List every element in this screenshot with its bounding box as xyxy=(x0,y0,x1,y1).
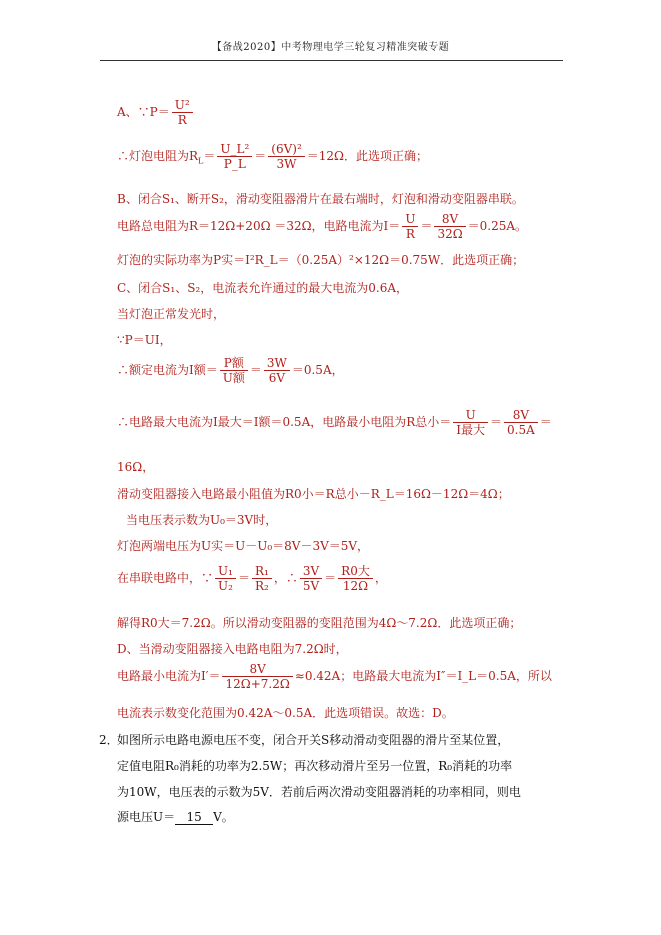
fraction: $\frac{\text{R₁}}{\text{R₂}}$ xyxy=(252,564,272,593)
solution-line-17: D、当滑动变阻器接入电路电阻为7.2Ω时， xyxy=(117,642,348,656)
solution-line-9: ∴额定电流为I额＝ $\frac{\text{P额}}{\text{U额}}$ ＝ $\frac{3W}{6V}$ ＝0.5A， xyxy=(117,356,344,385)
fraction: $\frac{8V}{32\Omega}$ xyxy=(434,212,465,241)
fraction: $\frac{3V}{5V}$ xyxy=(300,564,322,593)
fraction: $\frac{\text{U²}}{R}$ xyxy=(172,98,193,127)
solution-line-18: 电路最小电流为I′＝ $\frac{8V}{12\Omega+7.2\Omega}$ ≈0.42A；电路最大电流为I″＝I_L＝0.5A，所以 xyxy=(117,662,552,691)
fraction: $\frac{\text{U₁}}{\text{U₂}}$ xyxy=(215,564,236,593)
question-line-4: 源电压U＝ 15 V。 xyxy=(117,810,234,824)
solution-line-8: ∵P＝UI， xyxy=(117,333,172,347)
answer-blank: 15 xyxy=(175,810,213,825)
fraction: $\frac{3W}{6V}$ xyxy=(264,356,290,385)
solution-line-5: 灯泡的实际功率为P实＝I²R_L＝（0.25A）²×12Ω＝0.75W．此选项正确； xyxy=(117,253,525,267)
solution-line-3: B、闭合S₁、断开S₂，滑动变阻器滑片在最右端时，灯泡和滑动变阻器串联。 xyxy=(117,192,524,206)
solution-line-11: 16Ω， xyxy=(117,460,155,474)
question-number: 2． xyxy=(99,733,119,747)
fraction: $\frac{8V}{12\Omega+7.2\Omega}$ xyxy=(222,662,292,691)
fraction: $\frac{\text{U\_L²}}{P\_L}$ xyxy=(217,142,252,171)
question-line-1: 如图所示电路电源电压不变，闭合开关S移动滑动变阻器的滑片至某位置， xyxy=(117,733,510,747)
fraction: $\frac{\text{(6V)²}}{3W}$ xyxy=(268,142,304,171)
fraction: $\frac{8V}{0.5A}$ xyxy=(504,408,538,437)
solution-line-12: 滑动变阻器接入电路最小阻值为R0小＝R总小－R_L＝16Ω－12Ω＝4Ω； xyxy=(117,487,510,501)
header-rule xyxy=(100,60,563,61)
fraction: $\frac{U}{\text{I最大}}$ xyxy=(453,408,488,437)
solution-line-2: ∴灯泡电阻为$R_L=$ $\frac{\text{U\_L²}}{P\_L}$ ＝ $\frac{\text{(6V)²}}{3W}$ ＝12Ω．此选项正确； xyxy=(117,142,429,171)
solution-line-19: 电流表示数变化范围为0.42A～0.5A．此选项错误。故选：D。 xyxy=(117,706,454,720)
fraction: $\frac{\text{P额}}{\text{U额}}$ xyxy=(220,356,248,385)
solution-line-10: ∴电路最大电流为I最大＝I额＝0.5A，电路最小电阻为R总小＝ $\frac{U}{\text{I最大}}$ ＝ $\frac{8V}{0.5A}$ ＝ xyxy=(117,408,552,437)
question-line-3: 为10W，电压表的示数为5V．若前后两次滑动变阻器消耗的功率相同，则电 xyxy=(117,785,521,799)
solution-line-15: 在串联电路中，∵ $\frac{\text{U₁}}{\text{U₂}}$ ＝ $\frac{\text{R₁}}{\text{R₂}}$ ，∴ $\frac{3V}{5V}$ ＝ $\frac{\text{R0大}}{12\Omega}$ ， xyxy=(117,564,387,593)
solution-line-7: 当灯泡正常发光时， xyxy=(117,307,226,321)
page-header: 【备战2020】中考物理电学三轮复习精准突破专题 xyxy=(211,42,450,53)
fraction: $\frac{\text{R0大}}{12\Omega}$ xyxy=(338,564,373,593)
solution-line-1: A、∵P＝ $\frac{\text{U²}}{R}$ xyxy=(117,98,195,127)
question-line-2: 定值电阻R₀消耗的功率为2.5W；再次移动滑片至另一位置，R₀消耗的功率 xyxy=(117,759,513,773)
solution-line-16: 解得R0大＝7.2Ω。所以滑动变阻器的变阻范围为4Ω～7.2Ω．此选项正确； xyxy=(117,616,522,630)
solution-line-13: 当电压表示数为U₀＝3V时， xyxy=(126,513,278,527)
solution-line-14: 灯泡两端电压为U实＝U－U₀＝8V－3V＝5V， xyxy=(117,539,370,553)
solution-line-6: C、闭合S₁、S₂，电流表允许通过的最大电流为0.6A， xyxy=(117,281,408,295)
solution-line-4: 电路总电阻为R＝12Ω+20Ω ＝32Ω，电路电流为I＝ $\frac{U}{R}$ ＝ $\frac{8V}{32\Omega}$ ＝0.25A。 xyxy=(117,212,528,241)
fraction: $\frac{U}{R}$ xyxy=(402,212,418,241)
